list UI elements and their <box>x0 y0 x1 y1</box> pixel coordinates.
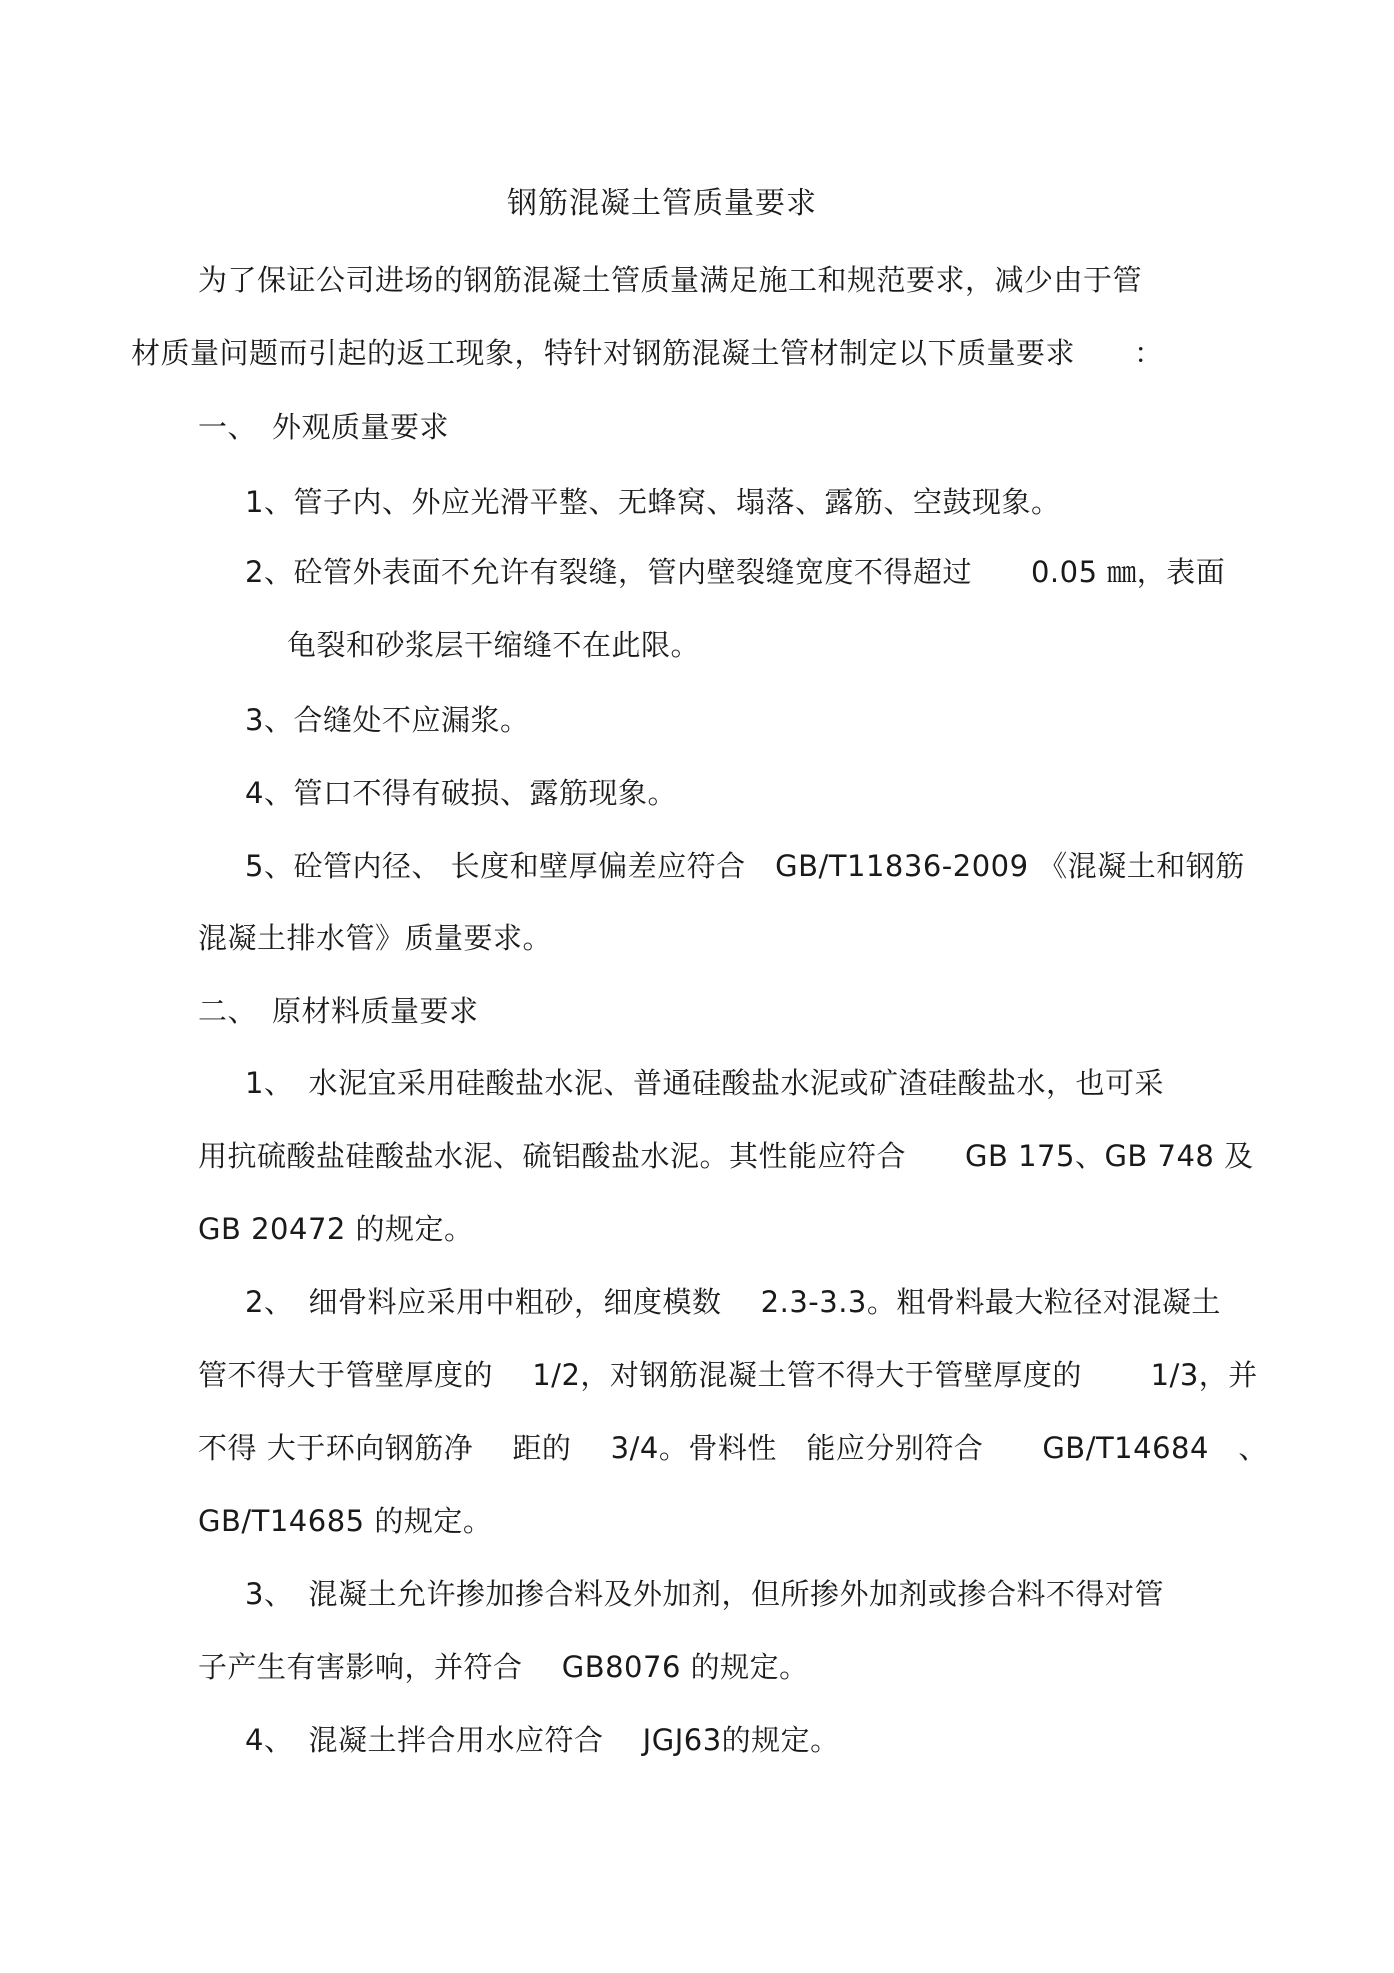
section-2-line-7: GB/T14685 的规定。 <box>198 1504 493 1538</box>
section-2-line-8: 3、 混凝土允许掺加掺合料及外加剂，但所掺外加剂或掺合料不得对管 <box>245 1577 1164 1611</box>
section-1-line-5: 4、管口不得有破损、露筋现象。 <box>245 776 677 810</box>
section-2-line-3: GB 20472 的规定。 <box>198 1212 474 1246</box>
section-1-line-4: 3、合缝处不应漏浆。 <box>245 703 530 737</box>
intro-line-2: 材质量问题而引起的返工现象，特针对钢筋混凝土管材制定以下质量要求 ： <box>131 336 1164 370</box>
section-2-line-9: 子产生有害影响，并符合 GB8076 的规定。 <box>198 1650 809 1684</box>
section-2-line-6: 不得 大于环向钢筋净 距的 3/4。骨料性 能应分别符合 GB/T14684 、 <box>198 1431 1268 1465</box>
section-1-line-1: 1、管子内、外应光滑平整、无蜂窝、塌落、露筋、空鼓现象。 <box>245 485 1061 519</box>
section-2-line-2: 用抗硫酸盐硅酸盐水泥、硫铝酸盐水泥。其性能应符合 GB 175、GB 748 及 <box>198 1139 1254 1173</box>
document-title: 钢筋混凝土管质量要求 <box>507 186 817 221</box>
section-1-heading: 一、 外观质量要求 <box>198 410 450 444</box>
section-1-line-3: 龟裂和砂浆层干缩缝不在此限。 <box>287 628 701 662</box>
section-1-line-6: 5、砼管内径、 长度和壁厚偏差应符合 GB/T11836-2009 《混凝土和钢筋 <box>245 849 1245 883</box>
section-2-line-10: 4、 混凝土拌合用水应符合 JGJ63的规定。 <box>245 1723 840 1757</box>
section-1-line-2: 2、砼管外表面不允许有裂缝，管内壁裂缝宽度不得超过 0.05 ㎜，表面 <box>245 555 1226 589</box>
section-2-heading: 二、 原材料质量要求 <box>198 994 479 1028</box>
section-2-line-1: 1、 水泥宜采用硅酸盐水泥、普通硅酸盐水泥或矿渣硅酸盐水，也可采 <box>245 1066 1164 1100</box>
section-1-line-7: 混凝土排水管》质量要求。 <box>198 921 553 955</box>
section-2-line-4: 2、 细骨料应采用中粗砂，细度模数 2.3-3.3。粗骨料最大粒径对混凝土 <box>245 1285 1221 1319</box>
section-2-line-5: 管不得大于管壁厚度的 1/2，对钢筋混凝土管不得大于管壁厚度的 1/3，并 <box>198 1358 1258 1392</box>
intro-line-1: 为了保证公司进场的钢筋混凝土管质量满足施工和规范要求，减少由于管 <box>198 263 1143 297</box>
